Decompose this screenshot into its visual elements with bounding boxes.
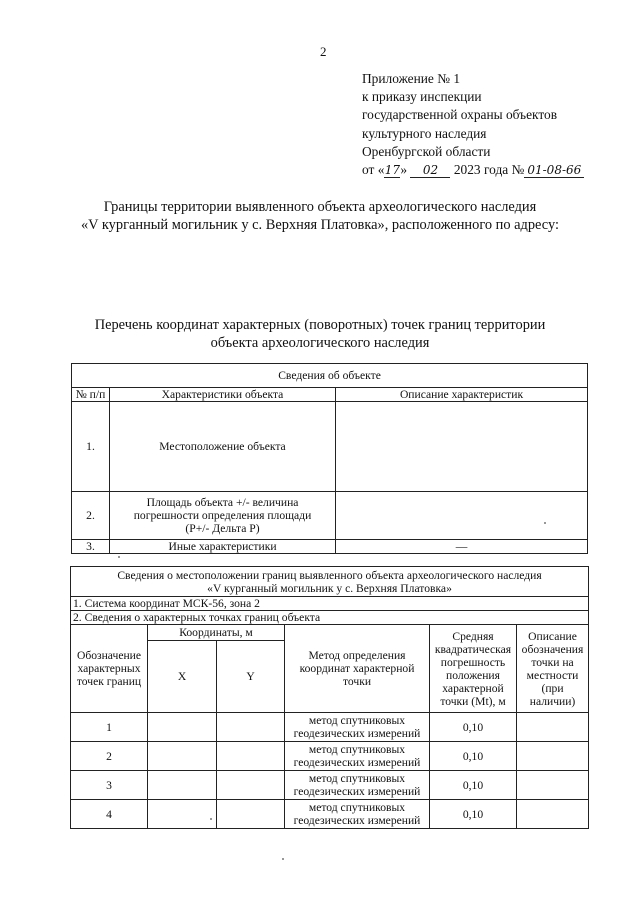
page-number: 2 <box>320 44 327 59</box>
column-header: Характеристики объекта <box>110 388 336 402</box>
accuracy-cell: 0,10 <box>430 771 517 800</box>
terrain-cell <box>517 742 589 771</box>
terrain-cell <box>517 800 589 829</box>
description-cell <box>336 402 588 492</box>
row-number: 1. <box>72 402 110 492</box>
header-coordinates: Координаты, м <box>148 625 285 641</box>
heading-coordinates-list <box>0 316 640 352</box>
characteristic-cell: Площадь объекта +/- величина погрешности определения площади (P+/- Дельта P) <box>110 492 336 540</box>
point-cell: 1 <box>71 713 148 742</box>
appendix-line: Приложение № 1 <box>362 71 461 86</box>
method-cell: метод спутниковых геодезических измерений <box>285 713 430 742</box>
method-cell: метод спутниковых геодезических измерений <box>285 742 430 771</box>
column-header: № п/п <box>72 388 110 402</box>
accuracy-cell: 0,10 <box>430 742 517 771</box>
header-y: Y <box>217 641 285 713</box>
row-number: 3. <box>72 540 110 554</box>
method-cell: метод спутниковых геодезических измерений <box>285 771 430 800</box>
object-info-table <box>71 363 588 554</box>
point-cell: 3 <box>71 771 148 800</box>
y-cell <box>217 742 285 771</box>
table-row <box>71 713 589 742</box>
appendix-block <box>362 70 584 179</box>
description-cell <box>336 492 588 540</box>
header-method: Метод определения координат характерной точки <box>285 625 430 713</box>
appendix-line: культурного наследия <box>362 125 487 141</box>
scan-speck <box>118 556 120 558</box>
heading-line: «V курганный могильник у с. Верхняя Платовка», расположенного по адресу: <box>80 217 560 233</box>
table-row <box>71 800 589 829</box>
point-cell: 2 <box>71 742 148 771</box>
handwritten-month: 02 <box>410 164 450 178</box>
y-cell <box>217 713 285 742</box>
title-line: «V курганный могильник у с. Верхняя Платовка» <box>207 581 452 595</box>
appendix-line: государственной охраны объектов <box>362 107 558 123</box>
table-row <box>71 771 589 800</box>
table-row <box>71 742 589 771</box>
date-prefix: от « <box>362 162 385 178</box>
boundary-points-table <box>70 566 589 829</box>
x-cell <box>148 742 217 771</box>
year-text: 2023 года № <box>453 162 525 178</box>
boundary-table-title <box>71 567 589 597</box>
coordinate-system-row: 1. Система координат МСК-56, зона 2 <box>71 597 589 611</box>
heading-line: объекта археологического наследия <box>210 335 430 351</box>
scan-speck <box>210 818 212 820</box>
header-terrain-description: Описание обозначения точки на местности (при наличии) <box>517 625 589 713</box>
scan-speck <box>544 522 546 524</box>
terrain-cell <box>517 713 589 742</box>
characteristic-cell: Иные характеристики <box>110 540 336 554</box>
accuracy-cell: 0,10 <box>430 800 517 829</box>
column-header: Описание характеристик <box>336 388 588 402</box>
description-cell: — <box>336 540 588 554</box>
x-cell <box>148 800 217 829</box>
x-cell <box>148 771 217 800</box>
row-number: 2. <box>72 492 110 540</box>
appendix-date-line <box>362 161 584 179</box>
scan-speck <box>282 858 284 860</box>
y-cell <box>217 800 285 829</box>
header-accuracy: Средняя квадратическая погрешность положения характерной точки (Mt), м <box>430 625 517 713</box>
appendix-line: Оренбургской области <box>362 143 491 159</box>
points-section-row: 2. Сведения о характерных точках границ объекта <box>71 611 589 625</box>
handwritten-day: 17 <box>384 163 401 178</box>
table-row <box>72 402 588 492</box>
table-row <box>72 492 588 540</box>
x-cell <box>148 713 217 742</box>
accuracy-cell: 0,10 <box>430 713 517 742</box>
heading-line: Перечень координат характерных (поворотных) точек границ территории <box>94 317 546 333</box>
title-line: Сведения о местоположении границ выявленного объекта археологического наследия <box>117 568 542 582</box>
heading-boundaries <box>0 198 640 234</box>
heading-line: Границы территории выявленного объекта археологического наследия <box>103 199 537 215</box>
method-cell: метод спутниковых геодезических измерений <box>285 800 430 829</box>
terrain-cell <box>517 771 589 800</box>
point-cell: 4 <box>71 800 148 829</box>
handwritten-number: 01-08-66 <box>524 164 584 178</box>
appendix-line: к приказу инспекции <box>362 89 482 105</box>
object-table-title: Сведения об объекте <box>72 364 588 388</box>
header-x: X <box>148 641 217 713</box>
characteristic-cell: Местоположение объекта <box>110 402 336 492</box>
date-mid: » <box>400 162 408 178</box>
y-cell <box>217 771 285 800</box>
table-row <box>72 540 588 554</box>
header-point-designation: Обозначение характерных точек границ <box>71 625 148 713</box>
